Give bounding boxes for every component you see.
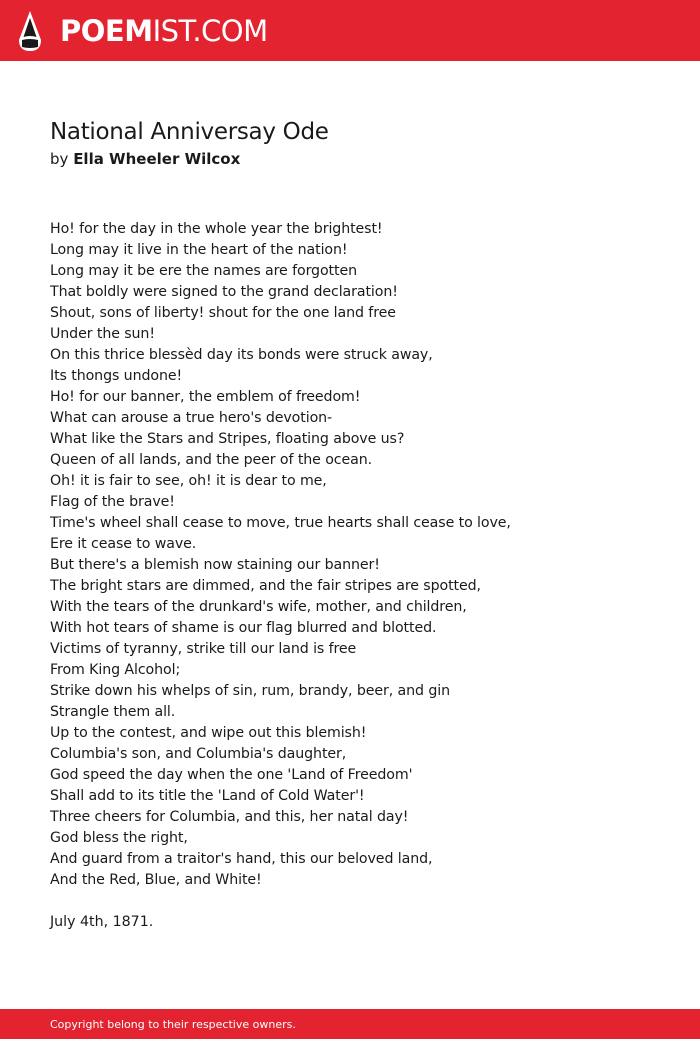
- poem-line: Shall add to its title the 'Land of Cold Water'!: [50, 788, 365, 804]
- copyright-notice: Copyright belong to their respective owners.: [50, 1018, 296, 1031]
- poem-line: God bless the right,: [50, 830, 188, 846]
- pencil-tip-icon: [18, 10, 42, 52]
- poem-byline: [50, 149, 240, 169]
- poem-title: National Anniversay Ode: [50, 119, 329, 145]
- poem-line: With hot tears of shame is our flag blurred and blotted.: [50, 620, 437, 636]
- poem-line: Long may it be ere the names are forgotten: [50, 263, 357, 279]
- poem-date: July 4th, 1871.: [50, 914, 154, 930]
- poem-line: Strangle them all.: [50, 704, 176, 720]
- poem-line: What can arouse a true hero's devotion-: [50, 410, 333, 426]
- poem-line: Columbia's son, and Columbia's daughter,: [50, 746, 347, 762]
- poem-author: Ella Wheeler Wilcox: [73, 150, 241, 168]
- poem-line: From King Alcohol;: [50, 662, 181, 678]
- poem-line: Shout, sons of liberty! shout for the one land free: [50, 305, 396, 321]
- poem-line: Ere it cease to wave.: [50, 536, 197, 552]
- poem-line: Its thongs undone!: [50, 368, 183, 384]
- poem-line: Three cheers for Columbia, and this, her natal day!: [50, 809, 409, 825]
- poem-line: Long may it live in the heart of the nation!: [50, 242, 348, 258]
- byline-prefix: by: [50, 150, 69, 168]
- poem-line: With the tears of the drunkard's wife, mother, and children,: [50, 599, 467, 615]
- poem-line: Under the sun!: [50, 326, 155, 342]
- poem-line: The bright stars are dimmed, and the fair stripes are spotted,: [50, 578, 481, 594]
- poem-line: But there's a blemish now staining our banner!: [50, 557, 380, 573]
- poem-line: What like the Stars and Stripes, floating above us?: [50, 431, 405, 447]
- poem-line: And the Red, Blue, and White!: [50, 872, 262, 888]
- site-logo[interactable]: [18, 9, 268, 53]
- site-footer: [0, 1009, 700, 1039]
- brand-name-bold: POEM: [60, 13, 153, 48]
- poem-line: Strike down his whelps of sin, rum, brandy, beer, and gin: [50, 683, 450, 699]
- poem-body: [50, 219, 670, 891]
- brand-name: [60, 13, 268, 48]
- poem-line: Victims of tyranny, strike till our land is free: [50, 641, 357, 657]
- poem-line: Ho! for our banner, the emblem of freedom!: [50, 389, 361, 405]
- site-header: [0, 0, 700, 61]
- poem-line: Time's wheel shall cease to move, true hearts shall cease to love,: [50, 515, 511, 531]
- poem-line: Up to the contest, and wipe out this blemish!: [50, 725, 367, 741]
- poem-line: Oh! it is fair to see, oh! it is dear to me,: [50, 473, 327, 489]
- poem-line: Queen of all lands, and the peer of the ocean.: [50, 452, 373, 468]
- poem-line: On this thrice blessèd day its bonds were struck away,: [50, 347, 433, 363]
- brand-name-light: IST.COM: [152, 13, 268, 48]
- poem-line: Ho! for the day in the whole year the brightest!: [50, 221, 383, 237]
- poem-line: That boldly were signed to the grand declaration!: [50, 284, 398, 300]
- poem-line: God speed the day when the one 'Land of Freedom': [50, 767, 413, 783]
- poem-line: Flag of the brave!: [50, 494, 175, 510]
- poem-line: And guard from a traitor's hand, this our beloved land,: [50, 851, 433, 867]
